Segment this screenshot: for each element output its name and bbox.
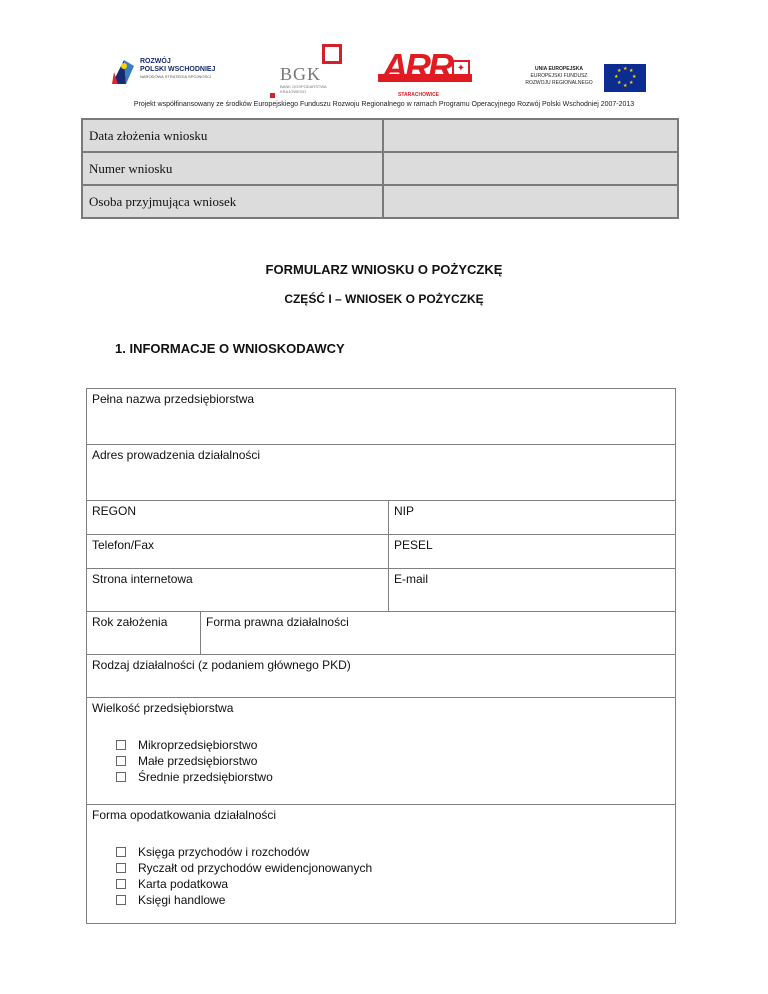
- checkbox-icon[interactable]: [116, 895, 126, 905]
- form-row: [87, 612, 675, 655]
- nip-label: NIP: [394, 504, 415, 518]
- activity-type-label: Rodzaj działalności (z podaniem głównego PKD): [92, 658, 351, 672]
- phone-fax-label: Telefon/Fax: [92, 538, 155, 552]
- bgk-square-icon: [322, 44, 342, 64]
- form-row: [87, 535, 675, 569]
- form-row: [87, 389, 675, 445]
- address-field[interactable]: [87, 445, 675, 500]
- email-field[interactable]: [388, 569, 675, 611]
- year-founded-label: Rok założenia: [92, 615, 168, 629]
- nip-field[interactable]: [388, 501, 675, 534]
- office-use-table: [81, 118, 679, 219]
- list-item[interactable]: Ryczałt od przychodów ewidencjonowanych: [116, 860, 670, 876]
- application-number-label: Numer wniosku: [82, 152, 383, 185]
- receiving-person-label: Osoba przyjmująca wniosek: [82, 185, 383, 218]
- eu-flag-icon: ★ ★ ★ ★ ★ ★ ★ ★: [604, 64, 646, 92]
- checkbox-icon[interactable]: [116, 756, 126, 766]
- table-row: [82, 119, 678, 152]
- date-submitted-label: Data złożenia wniosku: [82, 119, 383, 152]
- form-row: [87, 445, 675, 501]
- website-field[interactable]: [87, 569, 388, 611]
- part-heading: CZĘŚĆ I – WNIOSEK O POŻYCZKĘ: [284, 292, 484, 306]
- address-label: Adres prowadzenia działalności: [92, 448, 261, 462]
- taxation-label: Forma opodatkowania działalności: [92, 808, 277, 822]
- phone-fax-field[interactable]: [87, 535, 388, 568]
- list-item[interactable]: Średnie przedsiębiorstwo: [116, 769, 670, 785]
- table-row: [82, 152, 678, 185]
- activity-type-field[interactable]: [87, 655, 675, 697]
- pesel-field[interactable]: [388, 535, 675, 568]
- form-row: [87, 501, 675, 535]
- taxation-options: [116, 844, 670, 908]
- cofinance-note: Projekt współfinansowany ze środków Europejskiego Funduszu Rozwoju Regionalnego w ramach Programu Operacyjnego Rozwój Polski Wschodniej 2007-2013: [133, 101, 635, 108]
- checkbox-icon[interactable]: [116, 847, 126, 857]
- form-row: [87, 698, 675, 805]
- list-item[interactable]: Księga przychodów i rozchodów: [116, 844, 670, 860]
- checkbox-icon[interactable]: [116, 879, 126, 889]
- form-row: [87, 569, 675, 612]
- form-row: [87, 655, 675, 698]
- section-heading: 1. INFORMACJE O WNIOSKODAWCY: [115, 341, 345, 356]
- receiving-person-field[interactable]: [383, 185, 678, 218]
- application-number-field[interactable]: [383, 152, 678, 185]
- company-size-options: [116, 737, 670, 785]
- website-label: Strona internetowa: [92, 572, 193, 586]
- checkbox-icon[interactable]: [116, 740, 126, 750]
- checkbox-icon[interactable]: [116, 863, 126, 873]
- rpw-text: ROZWÓJ POLSKI WSCHODNIEJ NARODOWA STRATEGIA SPÓJNOŚCI: [140, 58, 216, 79]
- date-submitted-field[interactable]: [383, 119, 678, 152]
- company-size-section: [87, 698, 675, 804]
- legal-form-field[interactable]: [200, 612, 675, 654]
- form-row: [87, 805, 675, 923]
- rpw-star-icon: [110, 56, 136, 86]
- logo-bgk: BGK BANK GOSPODARSTWA KRAJOWEGO: [276, 44, 356, 98]
- applicant-info-form: [86, 388, 676, 924]
- list-item[interactable]: Małe przedsiębiorstwo: [116, 753, 670, 769]
- list-item[interactable]: Mikroprzedsiębiorstwo: [116, 737, 670, 753]
- logo-rozwoj-polski-wschodniej: [110, 56, 230, 90]
- bgk-dot-icon: [270, 93, 275, 98]
- logo-unia-europejska: UNIA EUROPEJSKA EUROPEJSKI FUNDUSZ ROZWOJU REGIONALNEGO ★ ★ ★ ★ ★ ★ ★ ★: [516, 64, 646, 94]
- arr-badge-icon: ✦: [452, 60, 470, 78]
- company-name-field[interactable]: [87, 389, 675, 444]
- year-founded-field[interactable]: [87, 612, 200, 654]
- form-title: FORMULARZ WNIOSKU O POŻYCZKĘ: [265, 262, 503, 277]
- pesel-label: PESEL: [394, 538, 433, 552]
- list-item[interactable]: Karta podatkowa: [116, 876, 670, 892]
- email-label: E-mail: [394, 572, 429, 586]
- checkbox-icon[interactable]: [116, 772, 126, 782]
- legal-form-label: Forma prawna działalności: [206, 615, 349, 629]
- logo-arr: ARR ✦ STARACHOWICE: [378, 52, 474, 100]
- table-row: [82, 185, 678, 218]
- taxation-section: [87, 805, 675, 923]
- regon-field[interactable]: [87, 501, 388, 534]
- regon-label: REGON: [92, 504, 137, 518]
- company-name-label: Pełna nazwa przedsiębiorstwa: [92, 392, 255, 406]
- logo-bar: [0, 40, 768, 100]
- company-size-label: Wielkość przedsiębiorstwa: [92, 701, 234, 715]
- list-item[interactable]: Księgi handlowe: [116, 892, 670, 908]
